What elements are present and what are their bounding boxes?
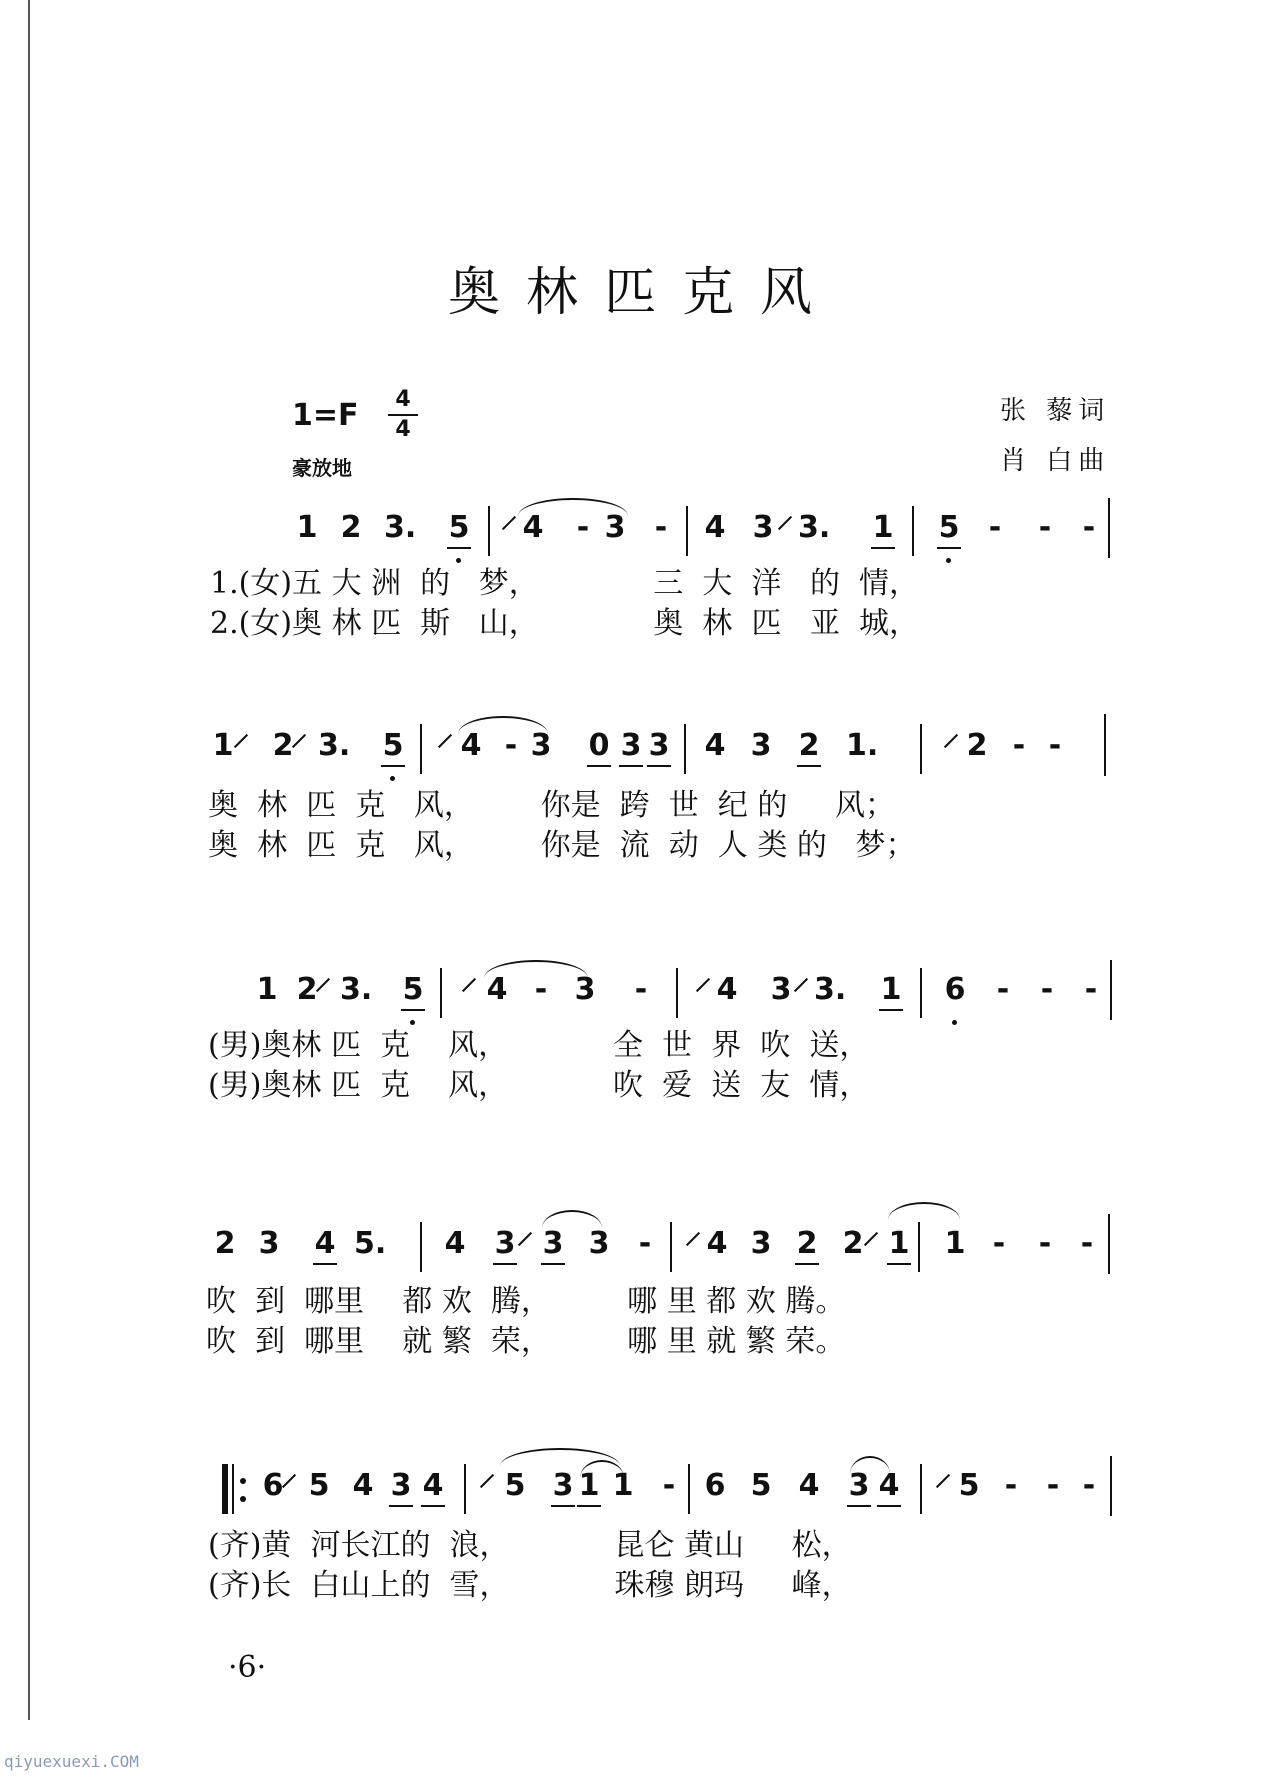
note: 5: [378, 728, 408, 763]
note: -: [1046, 1468, 1060, 1503]
glide-mark: [696, 978, 710, 992]
composer-credit: 肖 白曲: [1000, 446, 1111, 476]
glide-mark: [778, 516, 792, 530]
lyric-line: 奥 林 匹 克 风， 你是 流 动 人 类 的 梦；: [208, 828, 916, 863]
barline: [920, 724, 922, 774]
tie: [888, 1202, 960, 1220]
note: 1: [944, 1226, 966, 1261]
note: 3: [750, 1226, 772, 1261]
note: 4: [704, 728, 726, 763]
barline: [670, 1222, 672, 1272]
note: -: [634, 972, 648, 1007]
note: 4: [418, 1468, 448, 1503]
note: 1: [876, 972, 906, 1007]
barline: [684, 724, 686, 774]
repeat-dot: [240, 1496, 246, 1502]
time-signature-top: 4: [395, 387, 411, 412]
watermark: qiyuexuexi.COM: [4, 1752, 139, 1771]
lyric-line: (齐)长 白山上的 雪， 珠穆 朗玛 峰，: [208, 1568, 852, 1603]
note: -: [576, 510, 590, 545]
note: 4: [798, 1468, 820, 1503]
note: 5: [958, 1468, 980, 1503]
note: 6: [704, 1468, 726, 1503]
barline: [232, 1464, 234, 1514]
note: -: [1048, 728, 1062, 763]
note: -: [662, 1468, 676, 1503]
repeat-start-bar: [222, 1464, 228, 1514]
note: 4: [706, 1226, 728, 1261]
note: 2: [272, 728, 294, 763]
lyric-line: 吹 到 哪里 就 繁 荣， 哪 里 就 繁 荣。: [206, 1324, 846, 1359]
note: 5: [504, 1468, 526, 1503]
barline: [1104, 714, 1106, 776]
note: -: [638, 1226, 652, 1261]
note: -: [1012, 728, 1026, 763]
glide-mark: [480, 1474, 494, 1488]
note: 3: [616, 728, 646, 763]
note: -: [988, 510, 1002, 545]
note: 3: [770, 972, 792, 1007]
note: -: [1004, 1468, 1018, 1503]
tempo-mark: 豪放地: [292, 456, 352, 480]
glide-mark: [518, 1232, 532, 1246]
note: 3: [530, 728, 552, 763]
low-octave-dot: [952, 1020, 957, 1025]
note: 3.: [318, 728, 351, 763]
note: 1: [256, 972, 278, 1007]
note: 1: [212, 728, 234, 763]
note: 5: [444, 510, 474, 545]
barline: [688, 1464, 690, 1514]
lyric-line: 吹 到 哪里 都 欢 腾， 哪 里 都 欢 腾。: [206, 1284, 846, 1319]
note: 3.: [814, 972, 847, 1007]
barline: [918, 1222, 920, 1272]
note: -: [1084, 972, 1098, 1007]
barline: [440, 968, 442, 1018]
note: 2: [794, 728, 824, 763]
note: 3: [490, 1226, 520, 1261]
note: -: [1038, 1226, 1052, 1261]
note: 2: [792, 1226, 822, 1261]
note: 0: [584, 728, 614, 763]
note: 3: [538, 1226, 568, 1261]
note: 3: [548, 1468, 578, 1503]
barline: [920, 1464, 922, 1514]
note: -: [1038, 510, 1052, 545]
note: 4: [716, 972, 738, 1007]
barline: [420, 724, 422, 774]
note: 3: [588, 1226, 610, 1261]
low-octave-dot: [946, 558, 951, 563]
glide-mark: [438, 734, 452, 748]
note: 4: [310, 1226, 340, 1261]
note: 5.: [354, 1226, 387, 1261]
note: 2: [340, 510, 362, 545]
barline: [920, 968, 922, 1018]
glide-mark: [936, 1474, 950, 1488]
barline: [488, 506, 490, 556]
note: 1: [296, 510, 318, 545]
lyric-line: (男)奥林 匹 克 风， 吹 爱 送 友 情，: [208, 1068, 870, 1103]
note: 2: [214, 1226, 236, 1261]
note: 4: [444, 1226, 466, 1261]
note: 3: [574, 972, 596, 1007]
note: 3: [644, 728, 674, 763]
note: -: [1082, 1468, 1096, 1503]
note: 3: [752, 510, 774, 545]
note: 1: [868, 510, 898, 545]
lyric-line: (男)奥林 匹 克 风， 全 世 界 吹 送，: [208, 1028, 870, 1063]
barline: [912, 506, 914, 556]
note: 3: [604, 510, 626, 545]
note: 4: [486, 972, 508, 1007]
note: -: [996, 972, 1010, 1007]
page-number: ·6·: [228, 1650, 267, 1685]
time-signature-bottom: 4: [395, 417, 411, 442]
note: 4: [704, 510, 726, 545]
note: 5: [398, 972, 428, 1007]
note: 4: [874, 1468, 904, 1503]
lyricist-credit: 张 藜词: [1000, 396, 1111, 426]
note: -: [1080, 1226, 1094, 1261]
note: -: [654, 510, 668, 545]
key-signature: 1=F: [292, 398, 359, 433]
lyric-line: 2.(女)奥 林 匹 斯 山， 奥 林 匹 亚 城，: [210, 606, 920, 641]
glide-mark: [502, 516, 516, 530]
note: 3: [750, 728, 772, 763]
lyric-line: 奥 林 匹 克 风， 你是 跨 世 纪 的 风；: [208, 788, 896, 823]
barline: [420, 1222, 422, 1272]
note: 3.: [798, 510, 831, 545]
note: -: [992, 1226, 1006, 1261]
note: 2: [842, 1226, 864, 1261]
song-title: 奥林匹克风: [447, 263, 838, 323]
glide-mark: [794, 978, 808, 992]
glide-mark: [462, 978, 476, 992]
note: -: [534, 972, 548, 1007]
barline: [1108, 498, 1110, 558]
barline: [1110, 1456, 1112, 1516]
note: 3: [258, 1226, 280, 1261]
note: 4: [352, 1468, 374, 1503]
lyric-line: (齐)黄 河长江的 浪， 昆仑 黄山 松，: [208, 1528, 852, 1563]
barline: [1108, 1214, 1110, 1274]
note: 4: [522, 510, 544, 545]
note: 2: [296, 972, 318, 1007]
repeat-dot: [240, 1478, 246, 1484]
note: -: [1040, 972, 1054, 1007]
note: 5: [750, 1468, 772, 1503]
note: 3: [386, 1468, 416, 1503]
note: 3.: [384, 510, 417, 545]
note: 4: [460, 728, 482, 763]
time-signature: [388, 388, 418, 442]
barline: [464, 1464, 466, 1514]
glide-mark: [686, 1232, 700, 1246]
note: 3: [844, 1468, 874, 1503]
lyric-line: 1.(女)五 大 洲 的 梦， 三 大 洋 的 情，: [210, 566, 920, 601]
note: 2: [966, 728, 988, 763]
note: 6: [944, 972, 966, 1007]
note: 1.: [846, 728, 879, 763]
note: 1: [612, 1468, 634, 1503]
note: 1: [574, 1468, 604, 1503]
note: 5: [308, 1468, 330, 1503]
note: -: [504, 728, 518, 763]
glide-mark: [944, 734, 958, 748]
note: 1: [884, 1226, 914, 1261]
note: 5: [934, 510, 964, 545]
time-signature-bar: [388, 414, 418, 416]
barline: [1110, 960, 1112, 1020]
barline: [686, 506, 688, 556]
note: 3.: [340, 972, 373, 1007]
note: -: [1082, 510, 1096, 545]
note: 6: [262, 1468, 284, 1503]
barline: [676, 968, 678, 1018]
